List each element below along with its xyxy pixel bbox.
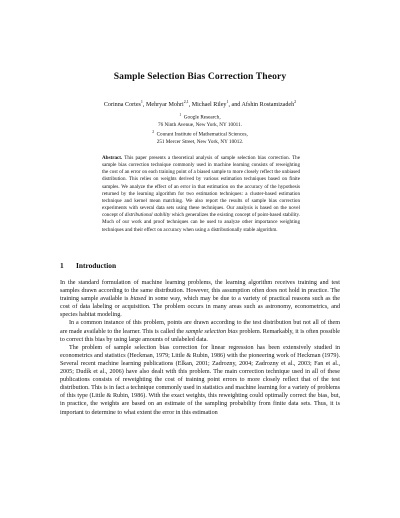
affiliation-line: 251 Mercer Street, New York, NY 10012. <box>156 139 244 146</box>
author-name: Michael Riley <box>191 102 227 109</box>
paragraph <box>60 319 340 343</box>
paragraph <box>60 279 340 319</box>
paragraph: The problem of sample selection bias correction for linear regression has been extensively studied in econometrics and statistics (Heckman, 1979; Little & Rubin, 1986) with the pioneering work of Heckman (1979). Several recent machine learning publications (Elkan, 2001; Zadrozny, 2004; Zadrozny et al., 2003; Fan et al., 2005; Dudík et al., 2006) have also dealt with this problem. The main correction technique used in all of these publications consists of reweighting the cost of training point errors to more closely reflect that of the test distribution. This is in fact a technique commonly used in statistics and machine learning for a variety of problems of this type (Little & Rubin, 1986). With the exact weights, this reweighting could optimally correct the bias, but, in practice, the weights are based on an estimate of the sampling probability from finite data sets. Thus, it is important to determine to what extent the error in this estimation <box>60 344 340 416</box>
paper-title: Sample Selection Bias Correction Theory <box>113 71 287 82</box>
author-affiliation-mark: 2 <box>294 99 297 104</box>
affiliations <box>0 112 400 146</box>
section-title: Introduction <box>76 261 117 270</box>
affiliation-line: Courant Institute of Mathematical Sciences, <box>156 131 248 138</box>
section-heading <box>60 261 116 270</box>
affiliation <box>0 129 400 139</box>
author-name: Afshin Rostamizadeh <box>241 102 295 109</box>
abstract-text: which generalizes the existing concept of point-based stability. Much of our work and proof techniques can be used to analyze other importance weighting techniques and their effect on accuracy when using a distributionally stable algorithm. <box>102 212 300 233</box>
affiliation-line: Google Research, <box>183 114 221 121</box>
abstract-text: This paper presents a theoretical analysis of sample selection bias correction. The sample bias correction technique commonly used in machine learning consists of reweighting the cost of an error on each training point of a biased sample to more closely reflect the unbiased distribution. This relies on weights derived by various estimation techniques based on finite samples. We analyze the effect of an error in that estimation on the accuracy of the hypothesis returned by the learning algorithm for two estimation techniques: a cluster-based estimation technique and kernel mean matching. We also report the results of sample bias correction experiments with several data sets using these techniques. Our analysis is based on the novel concept of <box>102 155 300 219</box>
paragraph-text: in some way, which may be due to a variety of practical reasons such as the cost of data labeling or acquisition. The problem occurs in many areas such as astronomy, econometrics, and species habitat modeling. <box>60 296 340 319</box>
paragraph-text: In a common instance of this problem, points are drawn according to the test distribution but not all of them are made available to the learner. This is called the <box>60 320 340 335</box>
paragraph-text: In the standard formulation of machine learning problems, the learning algorithm receives training and test samples drawn according to the same distribution. However, this assumption often does not hold in practice. The training sample available is <box>60 280 340 303</box>
introduction-body <box>60 279 340 417</box>
affiliation-mark: 1 <box>179 113 182 117</box>
author-name: Corinna Cortes <box>103 102 141 109</box>
author-affiliation-mark: 1 <box>140 99 143 104</box>
affiliation-line: 76 Ninth Avenue, New York, NY 10011. <box>158 121 242 128</box>
author-affiliation-mark: 1 <box>226 99 229 104</box>
paragraph-text: problem. Remarkably, it is often possible to correct this bias by using large amounts of unlabeled data. <box>60 328 340 343</box>
abstract <box>102 155 300 234</box>
abstract-emphasis: distributional stability <box>124 212 171 219</box>
abstract-label: Abstract. <box>102 155 123 161</box>
section-number: 1 <box>60 261 64 270</box>
author-name: Mehryar Mohri <box>145 102 184 109</box>
affiliation-mark: 2 <box>152 130 154 135</box>
paragraph-emphasis: biased <box>130 296 147 303</box>
paragraph-emphasis: sample selection bias <box>185 328 238 335</box>
affiliation <box>0 112 400 122</box>
author-list: Corinna Cortes$^1$, Mehryar Mohri$^{2,1}$, Michael Riley$^1$, and Afshin Rostamizadeh$^2$ <box>103 99 297 109</box>
author-affiliation-mark: 2,1 <box>183 99 189 104</box>
